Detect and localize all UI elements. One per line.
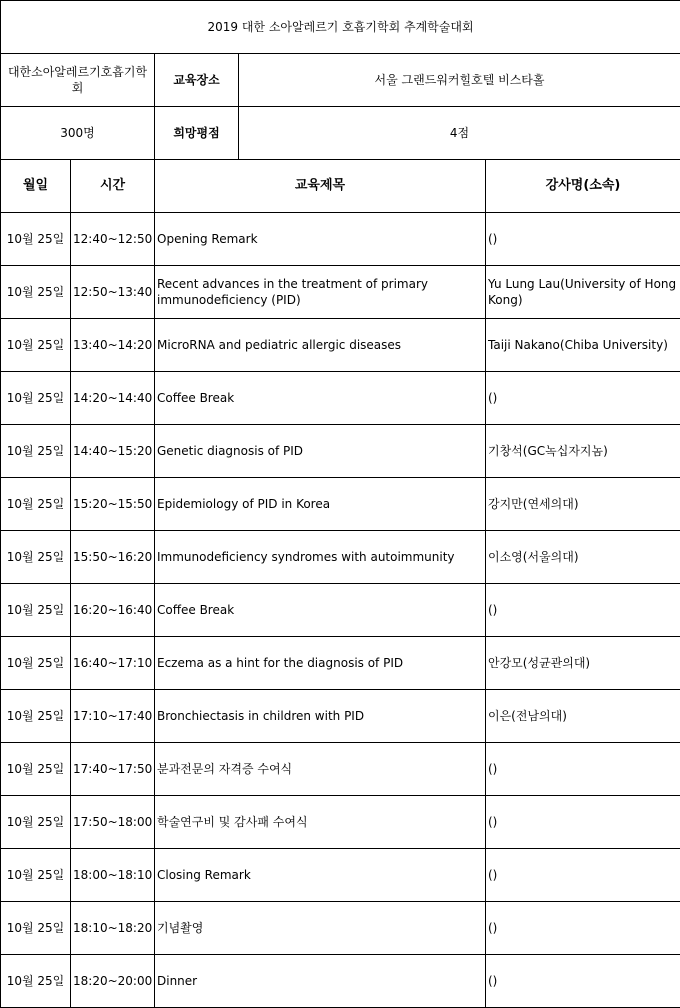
- score-value: 4점: [239, 107, 680, 160]
- row-subject: Immunodeficiency syndromes with autoimmunity: [155, 531, 486, 584]
- row-time: 12:50~13:40: [71, 266, 155, 319]
- row-lecturer: Yu Lung Lau(University of Hong Kong): [486, 266, 680, 319]
- row-time: 13:40~14:20: [71, 319, 155, 372]
- row-subject: 기념촬영: [155, 902, 486, 955]
- row-lecturer: (): [486, 743, 680, 796]
- row-lecturer: (): [486, 213, 680, 266]
- place-label: 교육장소: [155, 54, 239, 107]
- row-time: 14:20~14:40: [71, 372, 155, 425]
- row-lecturer: (): [486, 796, 680, 849]
- table-row: [1, 637, 680, 690]
- row-date: 10월 25일: [1, 531, 71, 584]
- row-time: 17:10~17:40: [71, 690, 155, 743]
- row-time: 12:40~12:50: [71, 213, 155, 266]
- table-row: [1, 478, 680, 531]
- row-lecturer: (): [486, 584, 680, 637]
- place-value: 서울 그랜드워커힐호텔 비스타홀: [239, 54, 680, 107]
- score-label: 희망평점: [155, 107, 239, 160]
- table-row: [1, 213, 680, 266]
- row-lecturer: 이소영(서울의대): [486, 531, 680, 584]
- table-row: [1, 743, 680, 796]
- row-subject: Coffee Break: [155, 372, 486, 425]
- column-header-lecturer: 강사명(소속): [486, 160, 680, 213]
- row-date: 10월 25일: [1, 955, 71, 1008]
- row-time: 18:20~20:00: [71, 955, 155, 1008]
- row-subject: Genetic diagnosis of PID: [155, 425, 486, 478]
- row-subject: Dinner: [155, 955, 486, 1008]
- row-subject: Bronchiectasis in children with PID: [155, 690, 486, 743]
- page-title: 2019 대한 소아알레르기 호흡기학회 추계학술대회: [1, 1, 680, 54]
- column-header-time: 시간: [71, 160, 155, 213]
- row-date: 10월 25일: [1, 849, 71, 902]
- table-row: [1, 796, 680, 849]
- row-lecturer: 기창석(GC녹십자지놈): [486, 425, 680, 478]
- row-time: 15:20~15:50: [71, 478, 155, 531]
- row-subject: Epidemiology of PID in Korea: [155, 478, 486, 531]
- row-date: 10월 25일: [1, 637, 71, 690]
- column-header-date: 월일: [1, 160, 71, 213]
- row-lecturer: Taiji Nakano(Chiba University): [486, 319, 680, 372]
- row-date: 10월 25일: [1, 584, 71, 637]
- row-lecturer: (): [486, 372, 680, 425]
- row-date: 10월 25일: [1, 690, 71, 743]
- row-date: 10월 25일: [1, 796, 71, 849]
- row-time: 16:20~16:40: [71, 584, 155, 637]
- row-subject: Closing Remark: [155, 849, 486, 902]
- row-time: 14:40~15:20: [71, 425, 155, 478]
- row-lecturer: (): [486, 955, 680, 1008]
- table-row: [1, 425, 680, 478]
- row-subject: 분과전문의 자격증 수여식: [155, 743, 486, 796]
- organization-name: 대한소아알레르기호흡기학회: [1, 54, 155, 107]
- row-lecturer: (): [486, 849, 680, 902]
- row-date: 10월 25일: [1, 266, 71, 319]
- row-subject: MicroRNA and pediatric allergic diseases: [155, 319, 486, 372]
- column-header-subject: 교육제목: [155, 160, 486, 213]
- row-time: 17:40~17:50: [71, 743, 155, 796]
- table-row: [1, 690, 680, 743]
- row-subject: Coffee Break: [155, 584, 486, 637]
- row-subject: Recent advances in the treatment of primary immunodeficiency (PID): [155, 266, 486, 319]
- row-date: 10월 25일: [1, 372, 71, 425]
- row-date: 10월 25일: [1, 478, 71, 531]
- table-row: [1, 372, 680, 425]
- row-time: 16:40~17:10: [71, 637, 155, 690]
- attendee-count: 300명: [1, 107, 155, 160]
- row-lecturer: 안강모(성균관의대): [486, 637, 680, 690]
- row-subject: 학술연구비 및 감사패 수여식: [155, 796, 486, 849]
- row-time: 18:00~18:10: [71, 849, 155, 902]
- row-lecturer: 이은(전남의대): [486, 690, 680, 743]
- row-date: 10월 25일: [1, 319, 71, 372]
- row-date: 10월 25일: [1, 902, 71, 955]
- row-date: 10월 25일: [1, 213, 71, 266]
- row-time: 18:10~18:20: [71, 902, 155, 955]
- row-subject: Opening Remark: [155, 213, 486, 266]
- table-row: [1, 584, 680, 637]
- row-date: 10월 25일: [1, 743, 71, 796]
- row-date: 10월 25일: [1, 425, 71, 478]
- table-row: [1, 319, 680, 372]
- table-row: [1, 849, 680, 902]
- table-row: [1, 902, 680, 955]
- schedule-rows: [1, 213, 680, 1008]
- table-row: [1, 955, 680, 1008]
- row-time: 15:50~16:20: [71, 531, 155, 584]
- table-row: [1, 266, 680, 319]
- row-lecturer: (): [486, 902, 680, 955]
- table-row: [1, 531, 680, 584]
- row-time: 17:50~18:00: [71, 796, 155, 849]
- row-subject: Eczema as a hint for the diagnosis of PID: [155, 637, 486, 690]
- row-lecturer: 강지만(연세의대): [486, 478, 680, 531]
